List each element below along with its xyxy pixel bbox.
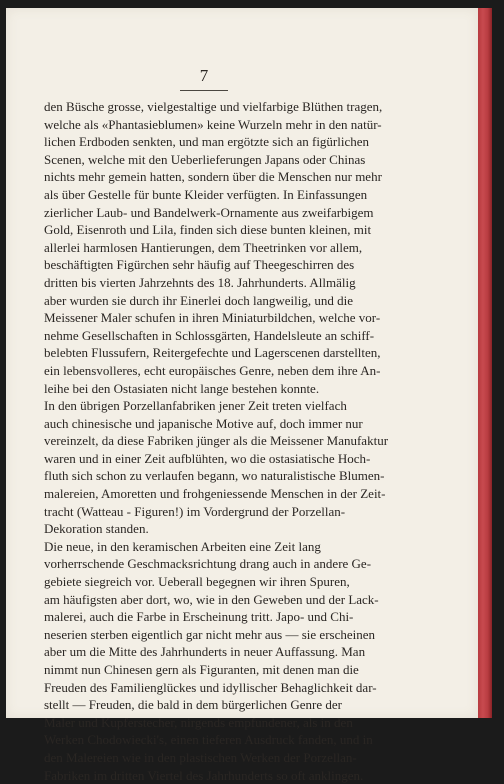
text-line xyxy=(44,538,436,556)
text-line xyxy=(44,450,436,468)
page-number-rule xyxy=(180,90,228,91)
text-line-content: den Malereien wie in den plastischen Werken der Porzellan- xyxy=(44,749,357,765)
text-line xyxy=(44,380,436,398)
text-line-content: am häufigsten aber dort, wo, wie in den Geweben und der Lack- xyxy=(44,591,379,607)
text-line xyxy=(44,344,436,362)
text-line-content: Maler und Kupferstecher, nirgends empfundener, als in den xyxy=(44,714,353,730)
text-line xyxy=(44,256,436,274)
text-line xyxy=(44,292,436,310)
text-line-content: Fabriken im dritten Viertel des Jahrhunderts so oft anklingen. xyxy=(44,767,364,783)
text-line-content: beschäftigten Figürchen sehr häufig auf Theegeschirren des xyxy=(44,257,355,273)
text-line-content: vorherrschende Geschmacksrichtung drang auch in andere Ge- xyxy=(44,556,372,572)
text-line-content: auch chinesische und japanische Motive auf, doch immer nur xyxy=(44,415,363,431)
text-line-content: malereien, Amoretten und frohgeniessende Menschen in der Zeit- xyxy=(44,486,386,502)
text-line xyxy=(44,415,436,433)
text-line-content: Scenen, welche mit den Ueberlieferungen Japans oder Chinas xyxy=(44,151,366,167)
text-line xyxy=(44,467,436,485)
text-line-content: lichen Erdboden senkten, und man ergötzte sich an figürlichen xyxy=(44,134,370,150)
text-line-content: tracht (Watteau - Figuren!) im Vordergrund der Porzellan- xyxy=(44,503,346,519)
text-line-content: aber wurden sie durch ihr Einerlei doch langweilig, und die xyxy=(44,292,354,308)
text-line-content: neserien sterben eigentlich gar nicht mehr aus — sie erscheinen xyxy=(44,626,376,642)
text-line-content: als über Gestelle für bunte Kleider verfügten. In Einfassungen xyxy=(44,186,368,202)
text-line xyxy=(44,679,436,697)
text-line-content: belebten Flussufern, Reitergefechte und Lagerscenen darstellten, xyxy=(44,345,381,361)
text-line xyxy=(44,749,436,767)
text-line xyxy=(44,485,436,503)
text-line xyxy=(44,608,436,626)
text-line-content: leihe bei den Ostasiaten nicht lange bestehen konnte. xyxy=(44,380,320,396)
text-line xyxy=(44,204,436,222)
text-line-content: Meissener Maler schufen in ihren Miniaturbildchen, welche vor- xyxy=(44,310,381,326)
text-line xyxy=(44,503,436,521)
text-line xyxy=(44,714,436,732)
text-line-content: Gold, Eisenroth und Lila, finden sich diese bunten kleinen, mit xyxy=(44,222,372,238)
text-line xyxy=(44,186,436,204)
text-line-content: dritten bis vierten Jahrzehnts des 18. Jahrhunderts. Allmälig xyxy=(44,274,356,290)
text-line xyxy=(44,555,436,573)
text-line-content: In den übrigen Porzellanfabriken jener Zeit treten vielfach xyxy=(44,398,347,414)
text-line xyxy=(44,731,436,749)
text-line xyxy=(44,520,436,538)
text-line xyxy=(44,573,436,591)
text-line-content: welche als «Phantasieblumen» keine Wurzeln mehr in den natür- xyxy=(44,116,382,132)
text-line xyxy=(44,133,436,151)
text-line xyxy=(44,362,436,380)
body-text xyxy=(44,98,436,784)
text-line-content: Werken Chodowiecki's, einen tieferen Ausdruck fanden, und in xyxy=(44,732,373,748)
text-line-content: aber um die Mitte des Jahrhunderts in neuer Auffassung. Man xyxy=(44,644,366,660)
text-line-content: stellt — Freuden, die bald in dem bürgerlichen Genre der xyxy=(44,697,342,713)
text-line-content: vereinzelt, da diese Fabriken jünger als die Meissener Manufaktur xyxy=(44,433,389,449)
text-line-content: waren und in einer Zeit aufblühten, wo die ostasiatische Hoch- xyxy=(44,450,371,466)
text-line xyxy=(44,397,436,415)
text-line-content: zierlicher Laub- und Bandelwerk-Ornamente aus zweifarbigem xyxy=(44,204,374,220)
text-line xyxy=(44,116,436,134)
text-line xyxy=(44,432,436,450)
text-line xyxy=(44,168,436,186)
text-line xyxy=(44,98,436,116)
text-line xyxy=(44,643,436,661)
text-line-content: malerei, auch die Farbe in Erscheinung tritt. Japo- und Chi- xyxy=(44,609,354,625)
text-line xyxy=(44,239,436,257)
text-line xyxy=(44,274,436,292)
text-line xyxy=(44,309,436,327)
text-line-content: nichts mehr gemein hatten, sondern über die Menschen nur mehr xyxy=(44,169,382,185)
text-line xyxy=(44,626,436,644)
text-line xyxy=(44,767,436,784)
text-line-content: den Büsche grosse, vielgestaltige und vielfarbige Blüthen tragen, xyxy=(44,99,383,114)
text-line-content: gebiete siegreich vor. Ueberall begegnen wir ihren Spuren, xyxy=(44,574,350,590)
text-line xyxy=(44,221,436,239)
text-line xyxy=(44,591,436,609)
text-line xyxy=(44,151,436,169)
text-line-content: Dekoration standen. xyxy=(44,521,149,537)
text-line-content: ein lebensvolleres, echt europäisches Genre, neben dem ihre An- xyxy=(44,362,381,378)
page-number: 7 xyxy=(199,66,209,85)
text-line-content: Freuden des Familienglückes und idyllischer Behaglichkeit dar- xyxy=(44,679,377,695)
text-line xyxy=(44,661,436,679)
text-line-content: nimmt nun Chinesen gern als Figuranten, mit denen man die xyxy=(44,662,359,677)
paper-page xyxy=(6,8,478,783)
text-line xyxy=(44,696,436,714)
text-line-content: nehme Gesellschaften in Schlossgärten, Handelsleute an schiff- xyxy=(44,327,375,343)
text-line-content: Die neue, in den keramischen Arbeiten eine Zeit lang xyxy=(44,538,321,554)
text-line-content: fluth sich schon zu verlaufen begann, wo naturalistische Blumen- xyxy=(44,468,385,484)
text-line-content: allerlei harmlosen Hantierungen, dem Theetrinken vor allem, xyxy=(44,239,363,255)
book-fore-edge xyxy=(478,8,492,718)
text-line xyxy=(44,327,436,345)
